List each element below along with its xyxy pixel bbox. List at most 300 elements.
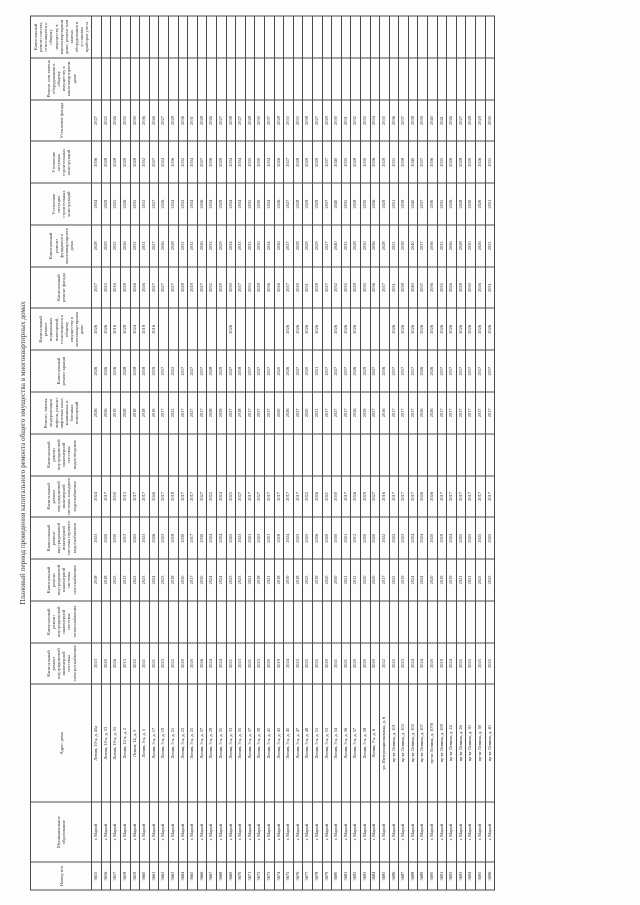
cell-year: 2035 — [245, 183, 255, 225]
cell-year: 2026 — [418, 350, 428, 392]
cell-num: 3677 — [303, 862, 313, 890]
cell-year — [255, 600, 265, 642]
cell-year: 2024 — [207, 559, 217, 601]
cell-num: 3674 — [274, 862, 284, 890]
cell-year: 2023 — [236, 559, 246, 601]
cell-year: 2041 — [437, 99, 447, 141]
cell-municipality: г. Марий — [370, 802, 380, 862]
cell-year — [456, 16, 466, 58]
cell-year: 2017 — [466, 475, 476, 517]
cell-year: 2025 — [303, 559, 313, 601]
cell-address: Ленин, 5-а, д. 17 — [149, 684, 159, 802]
cell-year — [322, 308, 332, 350]
cell-year: 2026 — [447, 224, 457, 266]
cell-year: 2025 — [312, 642, 322, 684]
cell-num: 3675 — [284, 862, 294, 890]
cell-year — [159, 57, 169, 99]
cell-year: 2037 — [322, 141, 332, 183]
cell-year: 2027 — [149, 141, 159, 183]
cell-year — [341, 433, 351, 475]
cell-year — [418, 600, 428, 642]
header-work-6: Капитальный ремонт внутридомовой инженерной системы водоотведения — [31, 433, 92, 475]
cell-year — [360, 16, 370, 58]
cell-year — [389, 433, 399, 475]
cell-year: 2023 — [140, 517, 150, 559]
cell-year: 2017 — [476, 392, 486, 434]
cell-year: 2027 — [149, 266, 159, 308]
cell-year: 2026 — [447, 266, 457, 308]
cell-year: 2034 — [188, 183, 198, 225]
cell-year: 2025 — [101, 266, 111, 308]
cell-year: 2032 — [351, 99, 361, 141]
cell-year: 2017 — [245, 475, 255, 517]
cell-year: 2016 — [149, 308, 159, 350]
cell-municipality: г. Марий — [207, 802, 217, 862]
header-work-4: Капитальный ремонт внутридомовой инженерной системы горячего водоснабжения — [31, 517, 92, 559]
cell-year — [341, 16, 351, 58]
cell-year: 2033 — [236, 224, 246, 266]
cell-num: 3696 — [485, 862, 495, 890]
cell-num: 3695 — [476, 862, 486, 890]
cell-year — [101, 433, 111, 475]
cell-year: 2026 — [437, 308, 447, 350]
cell-year — [92, 16, 102, 58]
cell-year — [207, 16, 217, 58]
cell-year: 2018 — [169, 475, 179, 517]
cell-year — [149, 600, 159, 642]
cell-year — [92, 57, 102, 99]
cell-num: 3663 — [169, 862, 179, 890]
cell-year: 2033 — [121, 99, 131, 141]
cell-year: 2028 — [466, 99, 476, 141]
cell-address: Ленин, 5-а, д. 54 — [332, 684, 342, 802]
cell-year — [399, 16, 409, 58]
cell-year — [159, 433, 169, 475]
cell-year: 2030 — [485, 99, 495, 141]
cell-municipality: г. Марий — [389, 802, 399, 862]
cell-year: 2038 — [226, 99, 236, 141]
cell-year: 2038 — [399, 266, 409, 308]
cell-year — [274, 308, 284, 350]
cell-year: 2031 — [389, 183, 399, 225]
table-row — [456, 16, 466, 890]
cell-year: 2027 — [159, 266, 169, 308]
cell-year: 2038 — [408, 99, 418, 141]
cell-year: 2026 — [456, 308, 466, 350]
cell-year: 2029 — [380, 141, 390, 183]
cell-year: 2021 — [341, 642, 351, 684]
header-work-14: Утепление фасада — [31, 99, 92, 141]
cell-num: 3670 — [236, 862, 246, 890]
cell-year: 2017 — [159, 392, 169, 434]
table-row — [332, 16, 342, 890]
cell-year: 2034 — [226, 224, 236, 266]
cell-address: Ленин, 5-а, д. 29 — [207, 684, 217, 802]
cell-year: 2027 — [332, 350, 342, 392]
table-row — [380, 16, 390, 890]
cell-year: 2035 — [437, 224, 447, 266]
cell-year — [389, 57, 399, 99]
cell-address: Ленин, 5-а, д. 35 — [236, 684, 246, 802]
cell-year: 2021 — [332, 642, 342, 684]
cell-year: 2017 — [245, 392, 255, 434]
cell-num: 3692 — [447, 862, 457, 890]
cell-year: 2024 — [408, 559, 418, 601]
header-work-16: Капитальный ремонт систем, относящихся к общему имуществу в многоквартирном доме; ремонт или замена оборудования и установка приборов учета — [31, 16, 92, 58]
cell-year — [236, 433, 246, 475]
cell-year: 2019 — [399, 559, 409, 601]
cell-year: 2029 — [360, 350, 370, 392]
cell-year: 2023 — [236, 642, 246, 684]
cell-year: 2025 — [476, 559, 486, 601]
cell-year: 2025 — [466, 517, 476, 559]
cell-year: 2026 — [159, 183, 169, 225]
cell-year: 2016 — [111, 308, 121, 350]
cell-year: 2038 — [399, 224, 409, 266]
cell-year: 2018 — [130, 392, 140, 434]
cell-year: 2024 — [408, 642, 418, 684]
cell-year: 2025 — [111, 183, 121, 225]
cell-year: 2024 — [284, 517, 294, 559]
cell-year: 2027 — [159, 99, 169, 141]
table-row — [428, 16, 438, 890]
cell-year: 2023 — [255, 517, 265, 559]
cell-year: 2037 — [418, 141, 428, 183]
cell-year: 2020 — [101, 517, 111, 559]
cell-year: 2026 — [284, 308, 294, 350]
cell-year: 2026 — [149, 99, 159, 141]
cell-year: 2029 — [217, 350, 227, 392]
cell-year: 2027 — [456, 99, 466, 141]
cell-num: 3690 — [428, 862, 438, 890]
cell-year — [466, 57, 476, 99]
cell-year: 2020 — [360, 559, 370, 601]
cell-year — [178, 308, 188, 350]
header-work-8: Капитальный ремонт крыши — [31, 350, 92, 392]
cell-num: 3662 — [159, 862, 169, 890]
cell-municipality: г. Марий — [284, 802, 294, 862]
cell-year — [111, 600, 121, 642]
cell-year: 2026 — [92, 392, 102, 434]
cell-year — [322, 16, 332, 58]
cell-year: 2034 — [370, 99, 380, 141]
cell-year: 2025 — [226, 475, 236, 517]
cell-year: 2017 — [466, 350, 476, 392]
table-row — [217, 16, 227, 890]
cell-address: Ленин, 5-а, д. 33 — [226, 684, 236, 802]
cell-year: 2027 — [236, 266, 246, 308]
cell-year: 2012 — [351, 559, 361, 601]
cell-year: 2018 — [140, 392, 150, 434]
cell-municipality: г. Марий — [447, 802, 457, 862]
cell-year: 2030 — [466, 266, 476, 308]
cell-year — [188, 308, 198, 350]
cell-year: 2034 — [207, 183, 217, 225]
cell-year: 2023 — [399, 642, 409, 684]
cell-address: ул. Интернациональная, д. 6 — [380, 684, 390, 802]
cell-address: Ленин, 5-а, д. 53 — [322, 684, 332, 802]
cell-year: 2029 — [217, 392, 227, 434]
cell-year: 2027 — [293, 350, 303, 392]
cell-year — [360, 57, 370, 99]
cell-year — [130, 600, 140, 642]
cell-year: 2027 — [197, 141, 207, 183]
cell-year: 2017 — [188, 517, 198, 559]
cell-year: 2020 — [428, 642, 438, 684]
cell-year: 2034 — [264, 224, 274, 266]
cell-year — [149, 433, 159, 475]
cell-year: 2034 — [236, 183, 246, 225]
cell-year: 2028 — [121, 308, 131, 350]
cell-num: 3679 — [322, 862, 332, 890]
cell-year: 2034 — [236, 141, 246, 183]
cell-year: 2021 — [312, 350, 322, 392]
cell-year: 2025 — [130, 517, 140, 559]
cell-year — [408, 600, 418, 642]
cell-year: 2027 — [197, 266, 207, 308]
cell-year: 2032 — [207, 266, 217, 308]
table-row — [447, 16, 457, 890]
table-row — [236, 16, 246, 890]
cell-year: 2017 — [197, 392, 207, 434]
cell-year: 2023 — [255, 642, 265, 684]
cell-year: 2017 — [408, 475, 418, 517]
cell-year: 2038 — [399, 141, 409, 183]
cell-year: 2021 — [245, 559, 255, 601]
cell-year: 2017 — [476, 475, 486, 517]
cell-year: 2026 — [418, 475, 428, 517]
cell-year: 2018 — [274, 517, 284, 559]
cell-year: 2036 — [169, 141, 179, 183]
cell-num: 3656 — [101, 862, 111, 890]
cell-year: 2022 — [130, 559, 140, 601]
table-row — [111, 16, 121, 890]
cell-year — [332, 57, 342, 99]
cell-address: Ленин, 5-а, д. 39 — [255, 684, 265, 802]
cell-year: 2030 — [130, 99, 140, 141]
cell-year — [197, 57, 207, 99]
cell-year: 2018 — [140, 308, 150, 350]
cell-year: 2018 — [130, 350, 140, 392]
cell-year: 2024 — [130, 308, 140, 350]
cell-municipality: г. Марий — [264, 802, 274, 862]
cell-year: 2040 — [408, 266, 418, 308]
table-row — [245, 16, 255, 890]
cell-address: пр-кт Ленина, д. 107 — [418, 684, 428, 802]
cell-year: 2026 — [428, 308, 438, 350]
cell-year: 2026 — [447, 141, 457, 183]
cell-year: 2029 — [312, 224, 322, 266]
cell-num: 3676 — [293, 862, 303, 890]
cell-year: 2026 — [149, 517, 159, 559]
cell-year: 2017 — [140, 475, 150, 517]
cell-year: 2027 — [284, 266, 294, 308]
cell-year: 2031 — [178, 224, 188, 266]
cell-year: 2025 — [466, 642, 476, 684]
cell-address: пр-кт Ленина, д. 38 — [476, 684, 486, 802]
cell-year — [380, 16, 390, 58]
cell-year: 2026 — [226, 308, 236, 350]
cell-address: пр-кт Ленина, д. 30 — [466, 684, 476, 802]
cell-year: 2027 — [236, 99, 246, 141]
cell-year: 2035 — [437, 183, 447, 225]
cell-municipality: г. Марий — [341, 802, 351, 862]
cell-address: Ленин, 5-а, д. 49 — [303, 684, 313, 802]
cell-year: 2026 — [399, 308, 409, 350]
cell-num: 3683 — [360, 862, 370, 890]
cell-year: 2017 — [178, 350, 188, 392]
cell-year: 2032 — [188, 224, 198, 266]
cell-year — [169, 600, 179, 642]
table-row — [226, 16, 236, 890]
cell-year: 2037 — [322, 183, 332, 225]
cell-year — [380, 57, 390, 99]
cell-municipality: г. Марий — [255, 802, 265, 862]
cell-year: 2028 — [312, 266, 322, 308]
cell-num: 3691 — [437, 862, 447, 890]
cell-year: 2017 — [130, 475, 140, 517]
cell-year: 2028 — [121, 350, 131, 392]
cell-num: 3657 — [111, 862, 121, 890]
cell-municipality: г. Марий — [217, 802, 227, 862]
table-row — [370, 16, 380, 890]
table-row — [322, 16, 332, 890]
cell-year — [370, 16, 380, 58]
cell-year — [226, 16, 236, 58]
cell-year: 2023 — [140, 559, 150, 601]
cell-address: Ленин, 5-а, д. 47 — [293, 684, 303, 802]
cell-year: 2017 — [245, 350, 255, 392]
cell-year: 2040 — [332, 224, 342, 266]
cell-year: 2027 — [380, 266, 390, 308]
cell-year: 2018 — [236, 350, 246, 392]
cell-year: 2017 — [389, 475, 399, 517]
cell-year — [255, 57, 265, 99]
cell-year: 2037 — [399, 99, 409, 141]
cell-year — [274, 57, 284, 99]
cell-year: 2029 — [380, 183, 390, 225]
cell-year: 2028 — [130, 141, 140, 183]
cell-municipality: г. Марий — [197, 802, 207, 862]
cell-year: 2026 — [476, 266, 486, 308]
cell-municipality: г. Марий — [322, 802, 332, 862]
cell-num: 3655 — [92, 862, 102, 890]
cell-year: 2020 — [370, 559, 380, 601]
cell-year: 2029 — [217, 224, 227, 266]
cell-year — [149, 16, 159, 58]
cell-year: 2036 — [370, 141, 380, 183]
cell-year — [351, 433, 361, 475]
cell-year: 2024 — [217, 475, 227, 517]
cell-year: 2017 — [101, 475, 111, 517]
cell-municipality: г. Марий — [312, 802, 322, 862]
cell-year — [140, 57, 150, 99]
cell-year: 2024 — [207, 517, 217, 559]
cell-address: пр-кт Ленина, д. 107б — [428, 684, 438, 802]
cell-year: 2027 — [255, 392, 265, 434]
cell-year — [111, 433, 121, 475]
cell-address: Ленин, 5-а, д. 56 — [341, 684, 351, 802]
cell-year — [197, 600, 207, 642]
cell-year: 2035 — [130, 183, 140, 225]
cell-year: 2028 — [456, 224, 466, 266]
cell-address: Ленин, 5-а, д. 45 — [284, 684, 294, 802]
cell-num: 3669 — [226, 862, 236, 890]
cell-address: Ленин, 5-а, д. 31 — [217, 684, 227, 802]
cell-year: 2023 — [159, 517, 169, 559]
cell-num: 3681 — [341, 862, 351, 890]
cell-year — [380, 433, 390, 475]
cell-year: 2030 — [466, 183, 476, 225]
cell-year: 2026 — [418, 308, 428, 350]
cell-year: 2028 — [121, 392, 131, 434]
cell-address: Ленин, 10-а, д. 53 — [101, 684, 111, 802]
cell-year — [159, 308, 169, 350]
cell-municipality: г. Марий — [111, 802, 121, 862]
header-work-12: Утепление несущих строительных конструкций — [31, 183, 92, 225]
cell-year: 2034 — [264, 141, 274, 183]
cell-address: пр-кт Ленина, д. 40 — [485, 684, 495, 802]
header-row — [31, 16, 92, 890]
cell-year: 2017 — [159, 475, 169, 517]
cell-year: 2027 — [284, 141, 294, 183]
cell-year — [245, 433, 255, 475]
cell-year — [293, 433, 303, 475]
cell-year: 2027 — [370, 350, 380, 392]
cell-year: 2026 — [111, 642, 121, 684]
cell-year: 2019 — [111, 392, 121, 434]
cell-year: 2032 — [332, 266, 342, 308]
cell-num: 3680 — [332, 862, 342, 890]
cell-year — [456, 57, 466, 99]
table-row — [140, 16, 150, 890]
cell-year: 2024 — [92, 475, 102, 517]
cell-year: 2029 — [217, 141, 227, 183]
cell-year: 2026 — [159, 224, 169, 266]
cell-year: 2016 — [380, 350, 390, 392]
cell-year: 2026 — [293, 308, 303, 350]
cell-year: 2026 — [312, 475, 322, 517]
cell-year: 2026 — [303, 308, 313, 350]
cell-year: 2035 — [341, 224, 351, 266]
cell-year — [264, 57, 274, 99]
cell-year: 2021 — [341, 517, 351, 559]
cell-year: 2028 — [456, 183, 466, 225]
cell-year: 2031 — [389, 141, 399, 183]
header-work-7: Ремонт, замена, модернизация лифтов, ремонт лифтовых шахт, машинных и блочных помещений — [31, 392, 92, 434]
cell-address: Ленин, 5-а, д. 43 — [274, 684, 284, 802]
cell-year: 2027 — [226, 392, 236, 434]
cell-year — [159, 16, 169, 58]
cell-year — [236, 16, 246, 58]
cell-year — [207, 57, 217, 99]
cell-year: 2038 — [399, 183, 409, 225]
cell-num: 3658 — [121, 862, 131, 890]
cell-year — [485, 16, 495, 58]
cell-year: 2017 — [322, 350, 332, 392]
cell-year: 2021 — [245, 642, 255, 684]
cell-year: 2028 — [169, 99, 179, 141]
cell-year: 2032 — [178, 141, 188, 183]
cell-year: 2020 — [322, 642, 332, 684]
cell-year: 2026 — [312, 517, 322, 559]
cell-address: Ленин, 5-а, д. 25 — [188, 684, 198, 802]
cell-year — [466, 600, 476, 642]
cell-year: 2026 — [351, 475, 361, 517]
cell-year: 2026 — [121, 224, 131, 266]
cell-year: 2017 — [341, 350, 351, 392]
cell-year: 2029 — [217, 266, 227, 308]
